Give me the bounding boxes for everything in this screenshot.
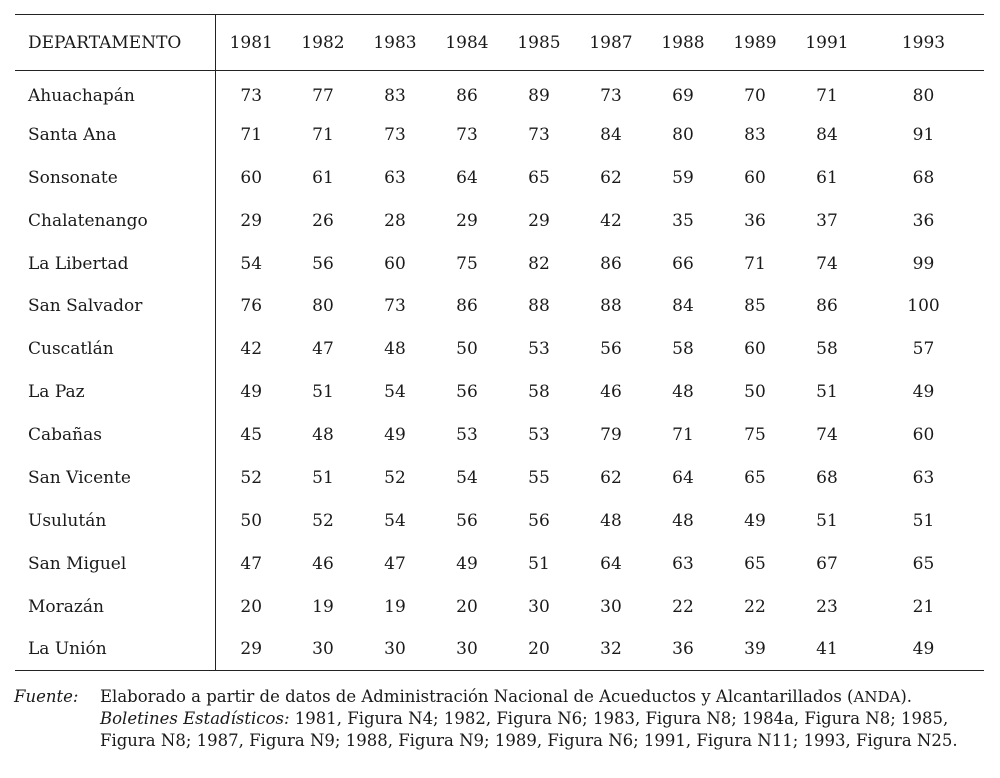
table-row [15, 542, 984, 585]
value-cell: 55 [528, 467, 550, 488]
value-cell: 30 [600, 596, 622, 617]
value-cell: 48 [672, 382, 694, 403]
value-cell: 32 [575, 628, 647, 671]
value-cell: 52 [312, 510, 334, 531]
value-cell: 36 [912, 210, 935, 231]
header-year: 1993 [863, 15, 984, 71]
data-table-container [15, 14, 984, 671]
value-cell: 80 [312, 296, 334, 317]
table-row [15, 499, 984, 542]
table-row [15, 113, 984, 156]
value-cell: 48 [600, 510, 622, 531]
table-row [15, 414, 984, 457]
value-cell: 58 [528, 382, 550, 403]
value-cell: 48 [672, 510, 694, 531]
value-cell: 56 [528, 510, 550, 531]
department-name: La Libertad [15, 242, 215, 285]
value-cell: 49 [912, 382, 935, 403]
department-name: Ahuachapán [15, 71, 215, 114]
value-cell: 63 [672, 553, 694, 574]
value-cell: 74 [816, 425, 838, 446]
value-cell: 75 [744, 425, 766, 446]
department-name: Usulután [15, 499, 215, 542]
department-name: Cabañas [15, 414, 215, 457]
coverage-table [15, 14, 984, 671]
source-text-mid: ). [900, 687, 912, 706]
value-cell: 49 [863, 628, 984, 671]
value-cell: 51 [912, 510, 935, 531]
department-name: San Vicente [15, 457, 215, 500]
value-cell: 83 [744, 124, 766, 145]
value-cell: 50 [240, 510, 263, 531]
value-cell: 56 [456, 510, 478, 531]
value-cell: 60 [240, 167, 263, 188]
source-acronym: ANDA [853, 688, 901, 706]
value-cell: 47 [240, 553, 263, 574]
value-cell: 60 [744, 167, 766, 188]
value-cell: 71 [744, 253, 766, 274]
table-row [15, 585, 984, 628]
header-year: 1988 [647, 15, 719, 71]
source-text-intro: Elaborado a partir de datos de Administración Nacional de Acueductos y Alcantarillados ( [100, 687, 854, 706]
value-cell: 50 [744, 382, 766, 403]
value-cell: 26 [312, 210, 334, 231]
value-cell: 71 [312, 124, 334, 145]
value-cell: 51 [312, 382, 334, 403]
value-cell: 76 [240, 296, 263, 317]
table-row [15, 457, 984, 500]
value-cell: 54 [384, 510, 406, 531]
value-cell: 51 [816, 382, 838, 403]
value-cell: 51 [528, 553, 550, 574]
table-row [15, 199, 984, 242]
table-row [15, 156, 984, 199]
value-cell: 30 [287, 628, 359, 671]
source-text [100, 686, 985, 752]
value-cell: 30 [528, 596, 550, 617]
value-cell: 89 [528, 86, 550, 107]
value-cell: 79 [600, 425, 622, 446]
table-row [15, 71, 984, 114]
header-year: 1985 [503, 15, 575, 71]
department-name: Santa Ana [15, 113, 215, 156]
value-cell: 68 [912, 167, 935, 188]
value-cell: 83 [384, 86, 406, 107]
value-cell: 54 [456, 467, 478, 488]
value-cell: 73 [240, 86, 263, 107]
value-cell: 64 [600, 553, 622, 574]
value-cell: 65 [912, 553, 935, 574]
value-cell: 71 [240, 124, 263, 145]
value-cell: 71 [816, 86, 838, 107]
value-cell: 45 [240, 425, 263, 446]
value-cell: 65 [744, 553, 766, 574]
department-name: Sonsonate [15, 156, 215, 199]
value-cell: 65 [528, 167, 550, 188]
value-cell: 63 [912, 467, 935, 488]
value-cell: 54 [240, 253, 263, 274]
department-name: Cuscatlán [15, 328, 215, 371]
value-cell: 42 [600, 210, 622, 231]
value-cell: 62 [600, 167, 622, 188]
value-cell: 37 [816, 210, 838, 231]
value-cell: 29 [456, 210, 478, 231]
value-cell: 66 [672, 253, 694, 274]
value-cell: 19 [312, 596, 334, 617]
value-cell: 57 [912, 339, 935, 360]
value-cell: 49 [744, 510, 766, 531]
value-cell: 20 [503, 628, 575, 671]
table-row [15, 371, 984, 414]
value-cell: 23 [816, 596, 838, 617]
header-year: 1991 [791, 15, 863, 71]
value-cell: 53 [528, 339, 550, 360]
value-cell: 86 [600, 253, 622, 274]
value-cell: 100 [907, 296, 940, 317]
value-cell: 73 [528, 124, 550, 145]
header-year: 1984 [431, 15, 503, 71]
value-cell: 84 [600, 124, 622, 145]
value-cell: 22 [744, 596, 766, 617]
value-cell: 61 [312, 167, 334, 188]
value-cell: 75 [456, 253, 478, 274]
value-cell: 68 [816, 467, 838, 488]
value-cell: 77 [312, 86, 334, 107]
department-name: San Salvador [15, 285, 215, 328]
value-cell: 80 [672, 124, 694, 145]
value-cell: 29 [215, 628, 287, 671]
value-cell: 58 [672, 339, 694, 360]
value-cell: 48 [312, 425, 334, 446]
value-cell: 50 [456, 339, 478, 360]
value-cell: 42 [240, 339, 263, 360]
table-body [15, 71, 984, 671]
value-cell: 56 [312, 253, 334, 274]
value-cell: 73 [600, 86, 622, 107]
header-year: 1982 [287, 15, 359, 71]
value-cell: 71 [672, 425, 694, 446]
department-name: Morazán [15, 585, 215, 628]
value-cell: 20 [240, 596, 263, 617]
value-cell: 84 [816, 124, 838, 145]
value-cell: 59 [672, 167, 694, 188]
value-cell: 29 [528, 210, 550, 231]
value-cell: 63 [384, 167, 406, 188]
value-cell: 28 [384, 210, 406, 231]
header-row [15, 15, 984, 71]
value-cell: 36 [744, 210, 766, 231]
value-cell: 73 [384, 296, 406, 317]
department-name: San Miguel [15, 542, 215, 585]
value-cell: 62 [600, 467, 622, 488]
value-cell: 56 [600, 339, 622, 360]
value-cell: 29 [240, 210, 263, 231]
value-cell: 86 [456, 296, 478, 317]
value-cell: 70 [744, 86, 766, 107]
value-cell: 56 [456, 382, 478, 403]
value-cell: 80 [912, 86, 935, 107]
value-cell: 46 [600, 382, 622, 403]
value-cell: 73 [384, 124, 406, 145]
header-year: 1989 [719, 15, 791, 71]
value-cell: 69 [672, 86, 694, 107]
value-cell: 41 [791, 628, 863, 671]
value-cell: 64 [456, 167, 478, 188]
value-cell: 36 [647, 628, 719, 671]
value-cell: 35 [672, 210, 694, 231]
table-row [15, 628, 984, 671]
value-cell: 86 [816, 296, 838, 317]
value-cell: 47 [312, 339, 334, 360]
value-cell: 30 [359, 628, 431, 671]
value-cell: 51 [816, 510, 838, 531]
value-cell: 60 [912, 425, 935, 446]
value-cell: 74 [816, 253, 838, 274]
header-year: 1983 [359, 15, 431, 71]
value-cell: 88 [600, 296, 622, 317]
value-cell: 61 [816, 167, 838, 188]
value-cell: 22 [672, 596, 694, 617]
value-cell: 88 [528, 296, 550, 317]
department-name: Chalatenango [15, 199, 215, 242]
value-cell: 82 [528, 253, 550, 274]
department-name: La Unión [15, 628, 215, 671]
value-cell: 52 [240, 467, 263, 488]
value-cell: 39 [719, 628, 791, 671]
value-cell: 91 [912, 124, 935, 145]
value-cell: 51 [312, 467, 334, 488]
value-cell: 19 [384, 596, 406, 617]
header-year: 1987 [575, 15, 647, 71]
value-cell: 84 [672, 296, 694, 317]
value-cell: 85 [744, 296, 766, 317]
value-cell: 67 [816, 553, 838, 574]
value-cell: 52 [384, 467, 406, 488]
source-label: Fuente: [14, 687, 79, 706]
value-cell: 99 [912, 253, 935, 274]
header-department: DEPARTAMENTO [15, 15, 215, 71]
value-cell: 54 [384, 382, 406, 403]
source-citations: 1981, Figura N4; 1982, Figura N6; 1983, Figura N8; 1984a, Figura N8; 1985, Figura N8; 1987, Figura N9; 1988, Figura N9; 1989, Figura N6; 1991, Figura N11; 1993, Figura N25. [100, 709, 958, 750]
value-cell: 60 [744, 339, 766, 360]
department-name: La Paz [15, 371, 215, 414]
value-cell: 86 [456, 86, 478, 107]
value-cell: 49 [456, 553, 478, 574]
value-cell: 60 [384, 253, 406, 274]
value-cell: 65 [744, 467, 766, 488]
value-cell: 58 [816, 339, 838, 360]
value-cell: 49 [240, 382, 263, 403]
table-row [15, 242, 984, 285]
value-cell: 47 [384, 553, 406, 574]
value-cell: 64 [672, 467, 694, 488]
value-cell: 53 [456, 425, 478, 446]
table-row [15, 285, 984, 328]
value-cell: 49 [384, 425, 406, 446]
value-cell: 46 [312, 553, 334, 574]
header-year: 1981 [215, 15, 287, 71]
value-cell: 21 [912, 596, 935, 617]
value-cell: 48 [384, 339, 406, 360]
value-cell: 20 [456, 596, 478, 617]
source-publication: Boletines Estadísticos: [100, 709, 290, 728]
value-cell: 53 [528, 425, 550, 446]
value-cell: 73 [456, 124, 478, 145]
table-row [15, 328, 984, 371]
value-cell: 30 [431, 628, 503, 671]
